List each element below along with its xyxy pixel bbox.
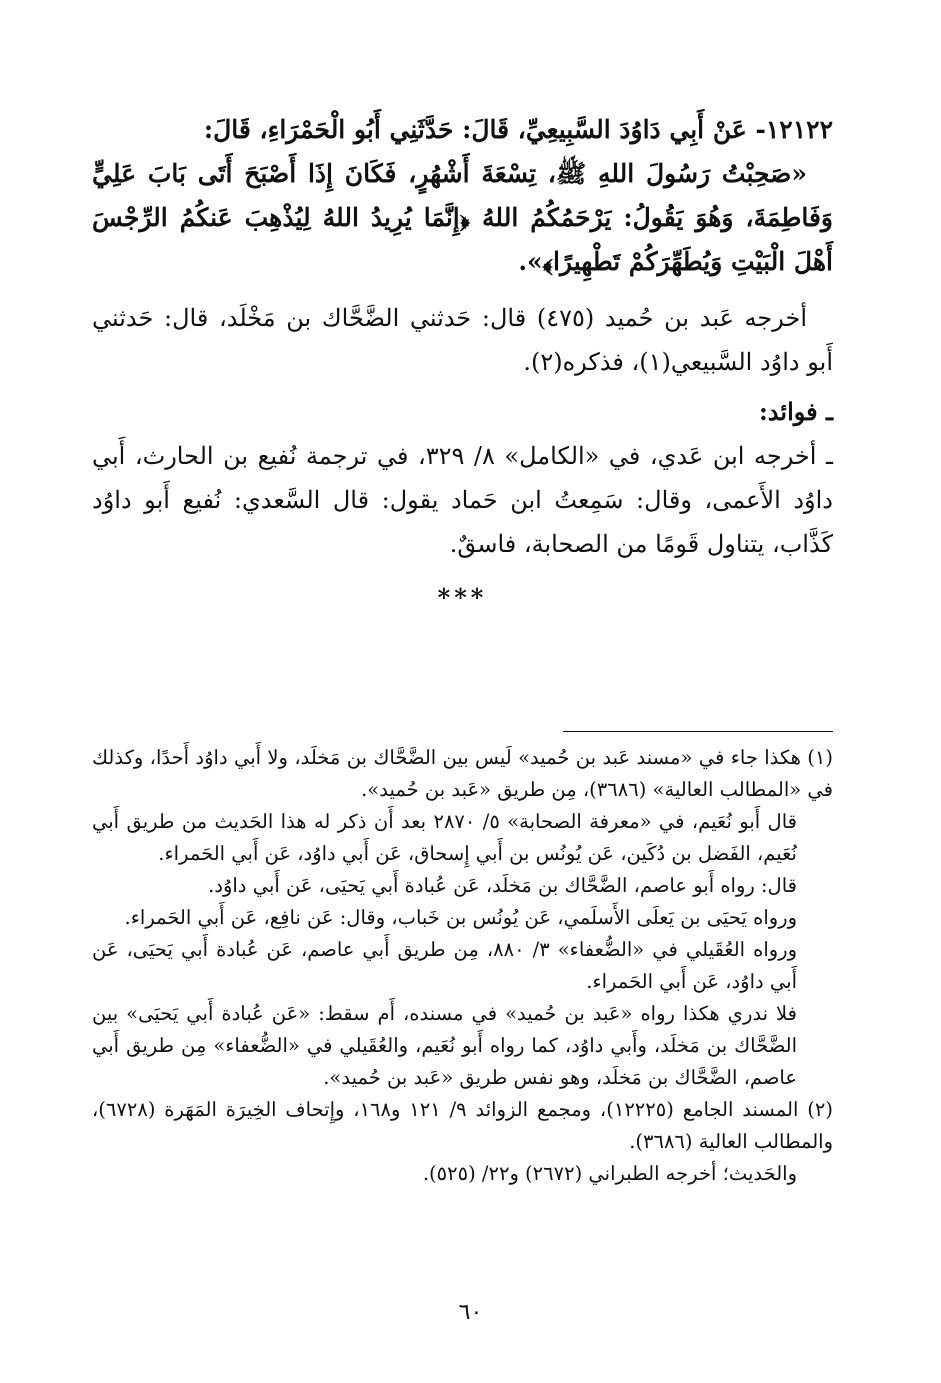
footnote-1-para-4: ورواه يَحيَى بن يَعلَى الأَسلَمي، عَن يُونُس بن خَباب، وقال: عَن نافِع، عَن أَبي الحَمراء.	[124, 906, 797, 929]
takhrij-paragraph: أخرجه عَبد بن حُميد (٤٧٥) قال: حَدثني الضَّحَّاك بن مَخْلَد، قال: حَدثني أَبو داوُد السَّبيعي(١)، فذكره(٢).	[92, 304, 833, 376]
footnote-2-text: المسند الجامع (١٢٢٢٥)، ومجمع الزوائد ٩/ ١٢١ و١٦٨، وإِتحاف الخِيرَة المَهَرة (٦٧٢٨)، والمطالب العالية (٣٦٨٦).	[92, 1098, 833, 1153]
footnote-2-para-2: والحَديث؛ أخرجه الطبراني (٢٦٧٢) و٢٢/ (٥٢٥).	[422, 1162, 797, 1185]
footnote-2	[92, 1094, 833, 1158]
section-separator: ***	[437, 583, 488, 612]
main-text	[92, 108, 833, 620]
footnote-1-para-2: قال أَبو نُعَيم، في «معرفة الصحابة» ٥/ ٢٨٧٠ بعد أَن ذكر له هذا الحَديث من طريق أَبي نُعَيم، الفَضل بن دُكَين، عَن يُونُس بن أَبي إِسحاق، عَن أَبي داوُد، عَن أَبي الحَمراء.	[92, 810, 797, 865]
page-number: ٦٠	[458, 1300, 483, 1325]
fawaid-paragraph: ـ أخرجه ابن عَدي، في «الكامل» ٨/ ٣٢٩، في ترجمة نُفيع بن الحارث، أَبي داوُد الأَعمى، وقال: سَمِعتُ ابن حَماد يقول: قال السَّعدي: نُفيع أَبو داوُد كَذَّاب، يتناول قَومًا من الصحابة، فاسقٌ.	[92, 442, 833, 558]
footnote-1	[92, 742, 833, 806]
footnote-1-para-6: فلا ندري هكذا رواه «عَبد بن حُميد» في مسنده، أَم سقط: «عَن عُبادة أَبي يَحيَى» بين الضَّحَّاك بن مَخلَد، وأَبي داوُد، كما رواه أَبو نُعَيم، والعُقَيلي في «الضُّعفاء» مِن طريق أَبي عاصم، الضَّحَّاك بن مَخلَد، وهو نفس طريق «عَبد بن حُميد».	[92, 1002, 797, 1089]
footnote-1-text: هكذا جاء في «مسند عَبد بن حُميد» لَيس بين الضَّحَّاك بن مَخلَد، ولا أَبي داوُد أَحدًا، وكذلك في «المطالب العالية» (٣٦٨٦)، مِن طريق «عَبد بن حُميد».	[92, 746, 833, 801]
footnote-1-para-5: ورواه العُقَيلي في «الضُّعفاء» ٣/ ٨٨٠، مِن طريق أَبي عاصم، عَن عُبادة أَبي يَحيَى، عَن أَبي داوُد، عَن أَبي الحَمراء.	[92, 938, 797, 993]
fawaid-heading: ـ فوائد:	[758, 397, 833, 426]
footnote-1-para-3: قال: رواه أَبو عاصم، الضَّحَّاك بن مَخلَد، عَن عُبادة أَبي يَحيَى، عَن أَبي داوُد.	[208, 874, 797, 897]
footnote-1-number: (١)	[807, 746, 833, 769]
footnote-2-number: (٢)	[807, 1098, 833, 1121]
hadith-text: «صَحِبْتُ رَسُولَ اللهِ ﷺ، تِسْعَةَ أَشْهُرٍ، فَكَانَ إِذَا أَصْبَحَ أَتَى بَابَ عَلِيٍّ وَفَاطِمَةَ، وَهُوَ يَقُولُ: يَرْحَمُكُمُ اللهُ ﴿إِنَّمَا يُرِيدُ اللهُ لِيُذْهِبَ عَنكُمُ الرِّجْسَ أَهْلَ الْبَيْتِ وَيُطَهِّرَكُمْ تَطْهِيرًا﴾».	[92, 159, 833, 276]
footnote-divider	[563, 731, 833, 732]
hadith-header: ١٢١٢٢- عَنْ أَبِي دَاوُدَ السَّبِيعِيِّ، قَالَ: حَدَّثَنِي أَبُو الْحَمْرَاءِ، قَالَ:	[203, 115, 833, 144]
footnotes	[92, 742, 833, 1190]
